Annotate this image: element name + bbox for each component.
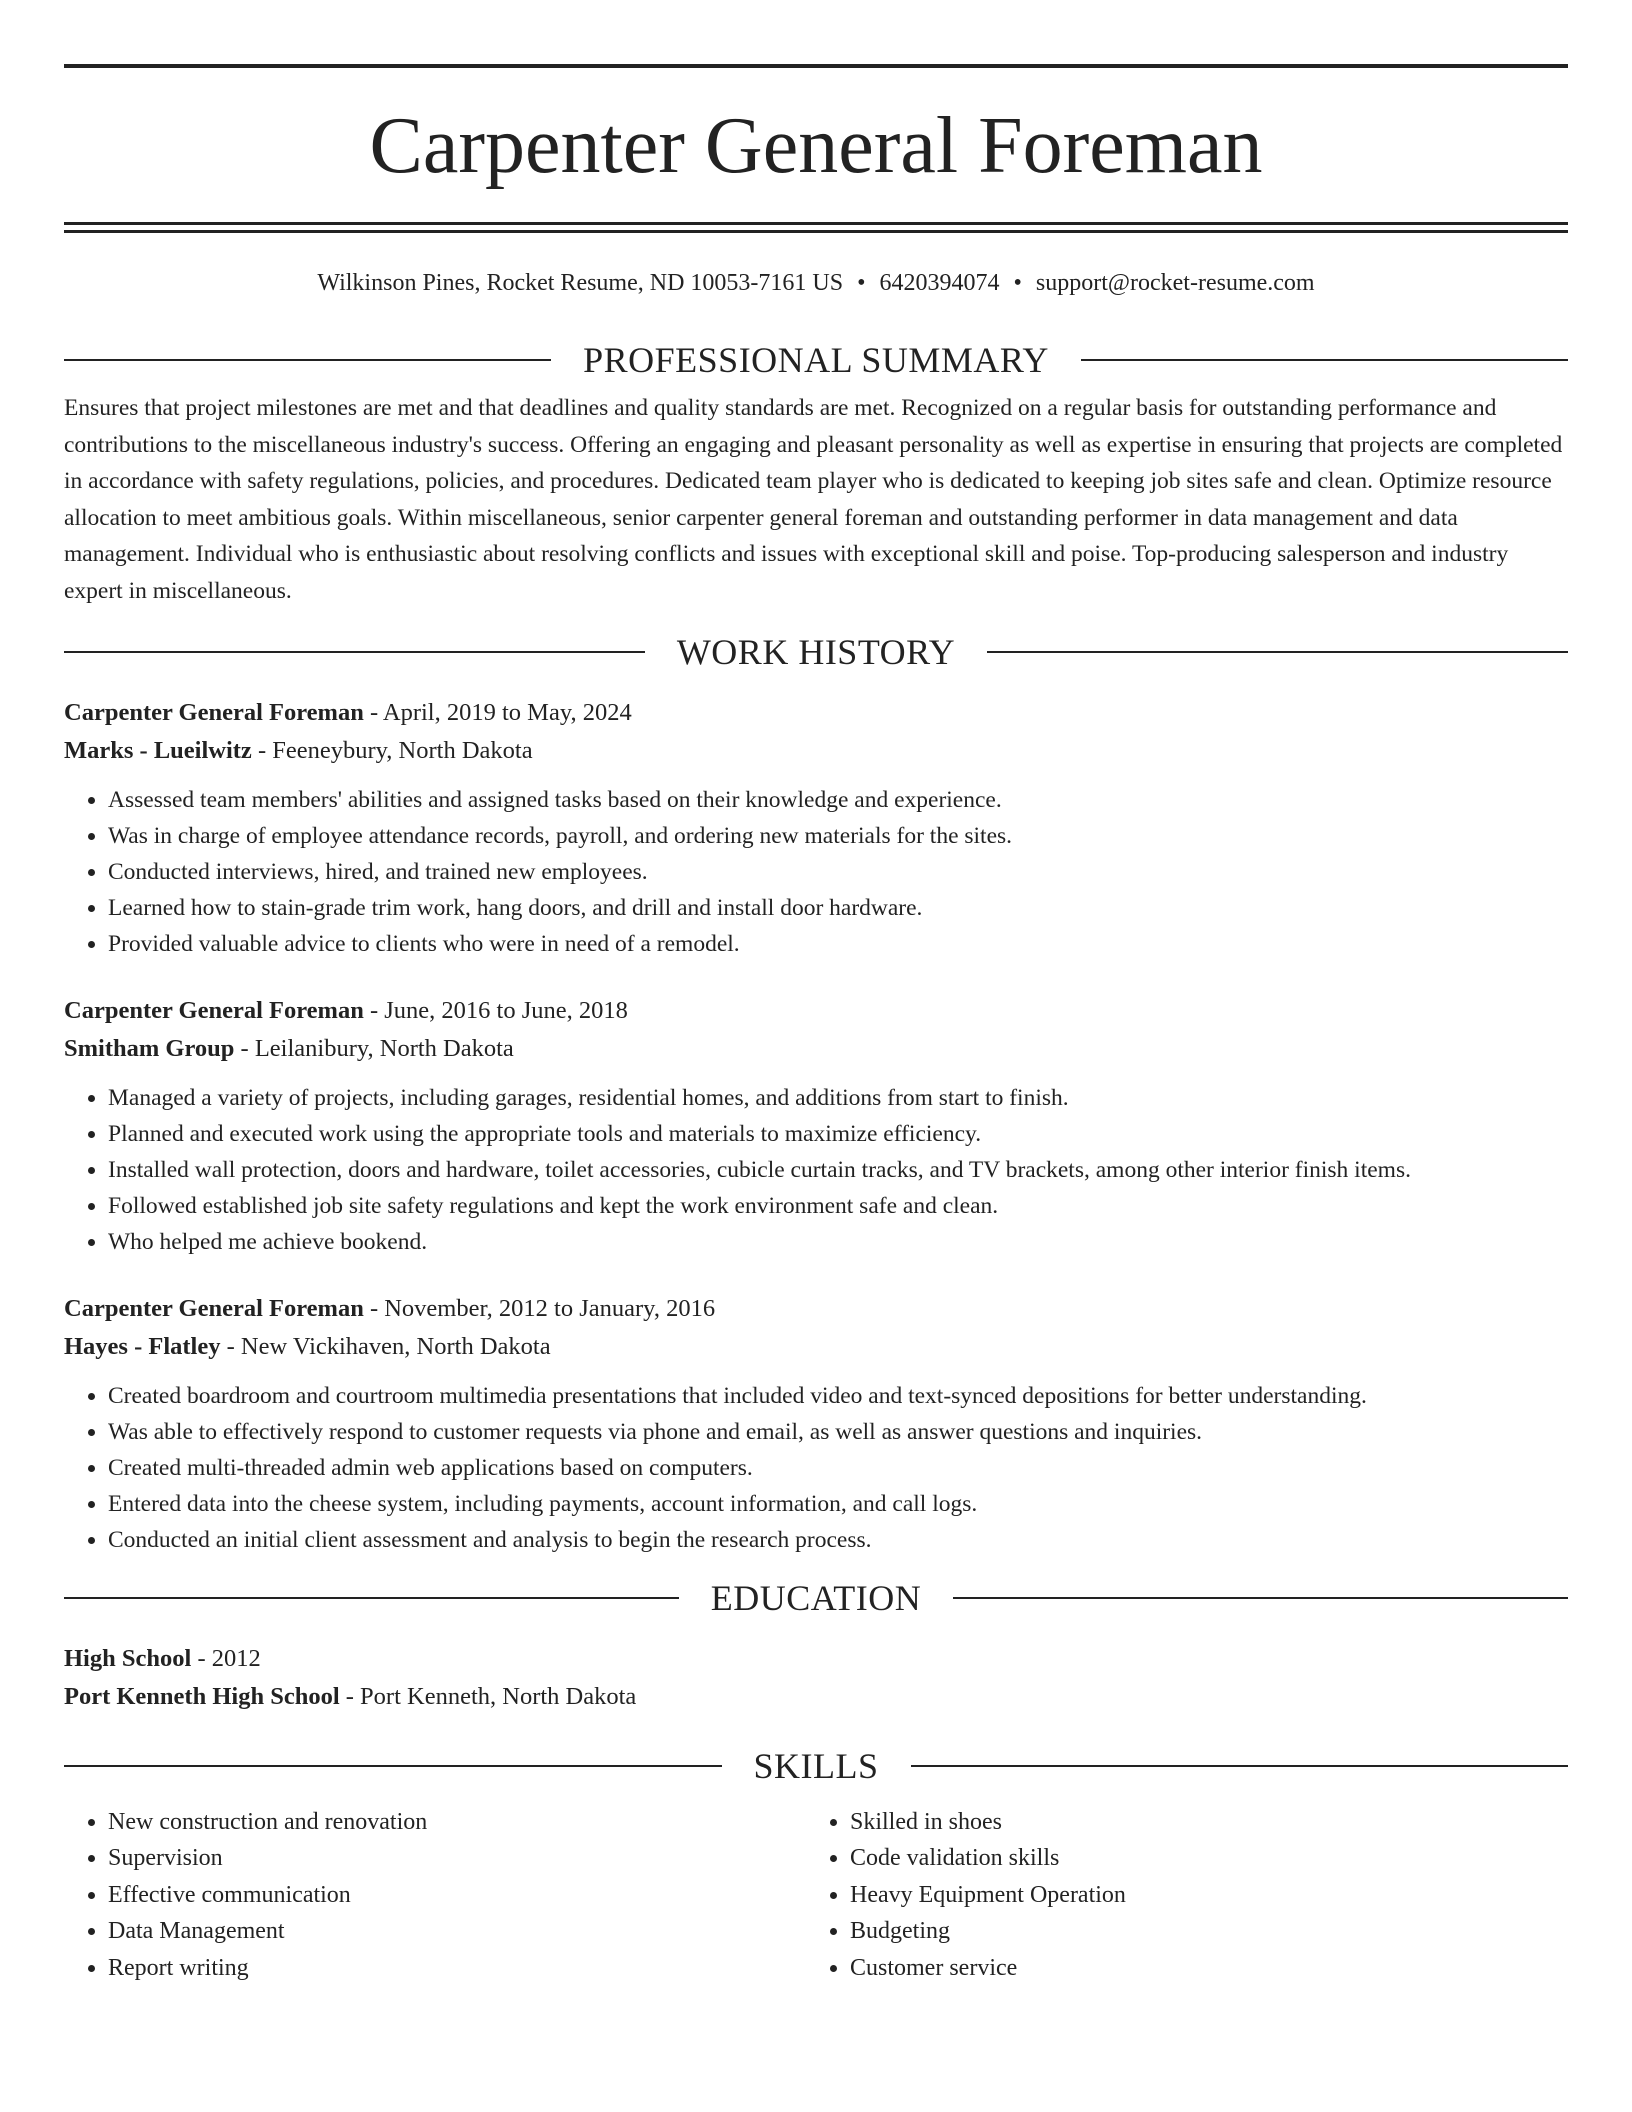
job-entry xyxy=(64,694,1568,962)
job-bullet: • Planned and executed work using the appropriate tools and materials to maximize efficiency. xyxy=(108,1116,1568,1152)
education-degree-line xyxy=(64,1640,1568,1678)
skill-item: • Report writing xyxy=(108,1950,806,1987)
education-title: EDUCATION xyxy=(710,1577,922,1618)
job-company-line xyxy=(64,1030,1568,1068)
job-location: - Feeneybury, North Dakota xyxy=(251,736,533,764)
job-bullet: • Was able to effectively respond to customer requests via phone and email, as well as answer questions and inquiries. xyxy=(108,1414,1568,1450)
section-rule xyxy=(987,651,1568,653)
job-position: Carpenter General Foreman xyxy=(64,698,364,726)
job-bullets xyxy=(64,1080,1568,1260)
skill-item: • Effective communication xyxy=(108,1877,806,1914)
section-rule xyxy=(911,1765,1569,1767)
contact-separator: • xyxy=(1013,270,1022,296)
job-company: Smitham Group xyxy=(64,1034,235,1062)
job-bullet: • Who helped me achieve bookend. xyxy=(108,1224,1568,1260)
contact-email: support@rocket-resume.com xyxy=(1035,270,1315,296)
job-company-line xyxy=(64,1328,1568,1366)
job-bullet: • Followed established job site safety regulations and kept the work environment safe and clean. xyxy=(108,1188,1568,1224)
job-bullet: • Was in charge of employee attendance records, payroll, and ordering new materials for the sites. xyxy=(108,818,1568,854)
education-section-header xyxy=(64,1578,1568,1618)
job-company: Hayes - Flatley xyxy=(64,1332,221,1360)
summary-title: PROFESSIONAL SUMMARY xyxy=(583,340,1049,380)
education-location: - Port Kenneth, North Dakota xyxy=(339,1682,637,1710)
top-rule xyxy=(64,64,1568,68)
contact-phone: 6420394074 xyxy=(879,270,1000,296)
section-rule xyxy=(64,1597,679,1599)
job-bullets xyxy=(64,1378,1568,1558)
job-bullet: • Managed a variety of projects, including garages, residential homes, and additions from start to finish. xyxy=(108,1080,1568,1116)
job-company-line xyxy=(64,732,1568,770)
job-bullet: • Created multi-threaded admin web applications based on computers. xyxy=(108,1450,1568,1486)
work-title: WORK HISTORY xyxy=(676,631,956,672)
job-title-line xyxy=(64,694,1568,732)
education-school: Port Kenneth High School xyxy=(64,1682,340,1710)
summary-text: Ensures that project milestones are met and that deadlines and quality standards are met. Recognized on a regular basis for outstanding performance and contributions to the miscellaneous industry's success. Offering an engaging and pleasant personality as well as expertise in ensuring that projects are completed in accordance with safety regulations, policies, and procedures. Dedicated team player who is dedicated to keeping job sites safe and clean. Optimize resource allocation to meet ambitious goals. Within miscellaneous, senior carpenter general foreman and outstanding performer in data management and data management. Individual who is enthusiastic about resolving conflicts and issues with exceptional skill and poise. Top-producing salesperson and industry expert in miscellaneous. xyxy=(64,395,1563,604)
job-dates: - April, 2019 to May, 2024 xyxy=(363,698,632,726)
resume-name: Carpenter General Foreman xyxy=(369,102,1263,190)
job-entry xyxy=(64,1290,1568,1558)
header-double-rule xyxy=(64,222,1568,233)
skills-list-left xyxy=(64,1804,806,1987)
job-dates: - November, 2012 to January, 2016 xyxy=(363,1294,716,1322)
job-bullet: • Assessed team members' abilities and assigned tasks based on their knowledge and experience. xyxy=(108,782,1568,818)
job-company: Marks - Lueilwitz xyxy=(64,736,252,764)
job-position: Carpenter General Foreman xyxy=(64,1294,364,1322)
job-bullets xyxy=(64,782,1568,962)
section-rule xyxy=(1081,359,1568,361)
section-rule xyxy=(64,1765,722,1767)
contact-address: Wilkinson Pines, Rocket Resume, ND 10053-7161 US xyxy=(317,270,844,296)
job-entry xyxy=(64,992,1568,1260)
job-location: - Leilanibury, North Dakota xyxy=(234,1034,514,1062)
education-degree: High School xyxy=(64,1644,192,1672)
skill-item: • Code validation skills xyxy=(850,1840,1548,1877)
skill-item: • Budgeting xyxy=(850,1913,1548,1950)
skills-columns xyxy=(64,1804,1568,1987)
job-location: - New Vickihaven, North Dakota xyxy=(220,1332,551,1360)
job-title-line xyxy=(64,1290,1568,1328)
skills-list-right xyxy=(806,1804,1548,1987)
job-title-line xyxy=(64,992,1568,1030)
job-position: Carpenter General Foreman xyxy=(64,996,364,1024)
education-school-line xyxy=(64,1678,1568,1716)
section-rule xyxy=(953,1597,1568,1599)
skills-section-header xyxy=(64,1746,1568,1786)
resume-page xyxy=(64,64,1568,1986)
job-bullet: • Entered data into the cheese system, including payments, account information, and call logs. xyxy=(108,1486,1568,1522)
summary-section-header xyxy=(64,340,1568,380)
skill-item: • Supervision xyxy=(108,1840,806,1877)
contact-line xyxy=(64,267,1568,299)
skill-item: • New construction and renovation xyxy=(108,1804,806,1841)
skill-item: • Heavy Equipment Operation xyxy=(850,1877,1548,1914)
job-bullet: • Conducted an initial client assessment and analysis to begin the research process. xyxy=(108,1522,1568,1558)
job-bullet: • Provided valuable advice to clients who were in need of a remodel. xyxy=(108,926,1568,962)
job-dates: - June, 2016 to June, 2018 xyxy=(363,996,628,1024)
job-bullet: • Learned how to stain-grade trim work, hang doors, and drill and install door hardware. xyxy=(108,890,1568,926)
education-entry xyxy=(64,1640,1568,1716)
skill-item: • Data Management xyxy=(108,1913,806,1950)
education-year: - 2012 xyxy=(191,1644,261,1672)
work-section-header xyxy=(64,632,1568,672)
section-rule xyxy=(64,651,645,653)
job-bullet: • Installed wall protection, doors and hardware, toilet accessories, cubicle curtain tracks, and TV brackets, among other interior finish items. xyxy=(108,1152,1568,1188)
job-bullet: • Conducted interviews, hired, and trained new employees. xyxy=(108,854,1568,890)
section-rule xyxy=(64,359,551,361)
skill-item: • Skilled in shoes xyxy=(850,1804,1548,1841)
contact-separator: • xyxy=(857,270,866,296)
skills-title: SKILLS xyxy=(753,1745,879,1786)
job-bullet: • Created boardroom and courtroom multimedia presentations that included video and text-synced depositions for better understanding. xyxy=(108,1378,1568,1414)
skill-item: • Customer service xyxy=(850,1950,1548,1987)
